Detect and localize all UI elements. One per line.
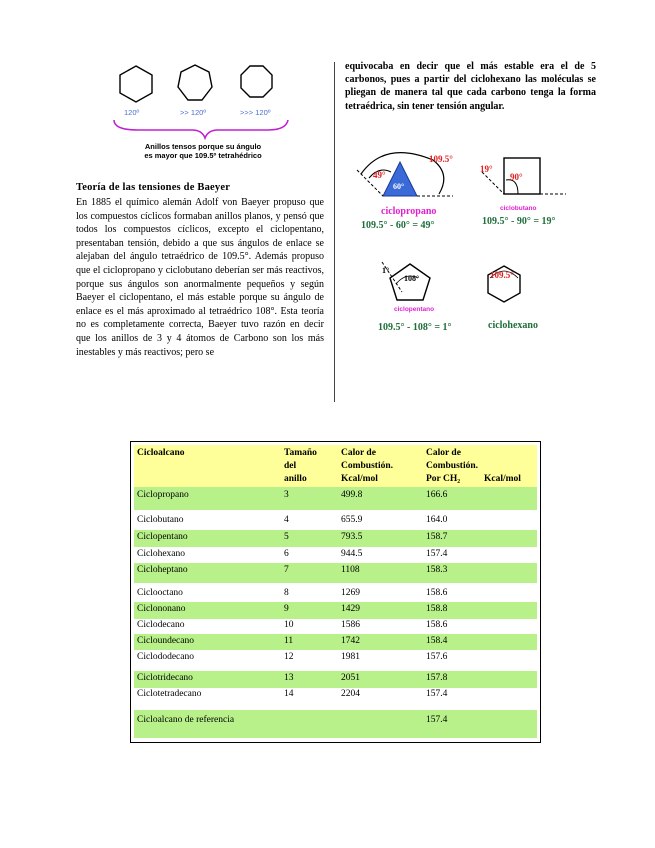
header-line: Calor de [341,448,376,458]
row-kcal: 1586 [341,620,360,630]
angle-label: 120º [124,108,140,117]
curly-brace [114,120,288,138]
cyclobutane-name: ciclobutano [500,205,537,212]
heptagon-shape [178,65,212,100]
table-row [134,513,537,530]
row-size: 14 [284,689,294,699]
row-name: Ciclohexano [137,549,186,559]
cyclopentane-diagram [360,256,475,336]
header-line: Tamaño [284,448,317,458]
table-row [134,619,537,634]
table-row [134,547,537,563]
row-name: Ciclopentano [137,532,188,542]
header-kcal: Kcal/mol [484,474,521,484]
body-paragraph: equivocaba en decir que el más estable era el de 5 carbonos, pues a partir del ciclohexano las moléculas se pliegan de manera tal que cada carbono tenga la forma tetraédrica, sin tener tensión angular. [345,61,596,112]
row-size: 11 [284,636,294,646]
body-paragraph: En 1885 el químico alemán Adolf von Baeyer propuso que los compuestos cíclicos formaban anillos planos, y pensó que todos los compuestos cíclicos, excepto el ciclopentano, presentaban tensión, debido a que sus ángulos de enlace se alejaban del ángulo tetraédrico de 109.5°. Además propuso que el ciclopropano y ciclobutano deberían ser más reactivos, porque sus ángulos son anormalmente pequeños y según Baeyer el ciclopentano, el más estable porque su ángulo de enlace es el más aproximado al tetraédrico 108°. Esta teoría no es completamente correcta, Baeyer tuvo razón en decir que los anillos de 3 y 4 átomos de Carbono son los más inestables y más reactivos; pero se [76,197,324,358]
row-per: 158.6 [426,620,448,630]
cyclobutane-calc: 109.5° - 90° = 19° [482,216,556,227]
hexagon-shape [120,66,152,102]
column-divider [334,62,335,402]
row-per: 158.7 [426,532,448,542]
row-name: Ciclobutano [137,515,184,525]
row-size: 5 [284,532,289,542]
row-kcal: 499.8 [341,490,363,500]
table-row [134,586,537,602]
row-size: 7 [284,565,289,575]
combustion-table [130,441,541,743]
angle-label: >> 120º [180,108,207,117]
row-name: Ciclotridecano [137,673,193,683]
section-title: Teoría de las tensiones de Baeyer [76,182,231,193]
cyclopropane-calc: 109.5° - 60° = 49° [361,220,435,231]
cyclopentane-name: ciclopentano [394,306,435,313]
dash-line [482,172,504,194]
angle-60-label: 60° [393,182,405,191]
row-size: 4 [284,515,289,525]
row-size: 13 [284,673,294,683]
table-row [134,634,537,650]
row-per: 157.4 [426,715,448,725]
table-row [134,487,537,510]
row-kcal: 1269 [341,588,360,598]
row-kcal: 1108 [341,565,360,575]
cyclohexane-diagram [476,262,576,342]
strained-rings-note [118,142,288,160]
cyclohexane-name: ciclohexano [488,320,538,331]
table-header-row [134,445,537,487]
header-line: anillo [284,474,307,484]
row-kcal: 793.5 [341,532,363,542]
row-name: Cicloheptano [137,565,188,575]
row-per: 158.4 [426,636,448,646]
row-name: Ciclotetradecano [137,689,202,699]
row-size: 3 [284,490,289,500]
note-line: es mayor que 109.5º tetrahédrico [144,151,262,160]
cyclopropane-name: ciclopropano [381,206,437,217]
header-line: Combustión. [341,461,393,471]
row-kcal: 1429 [341,604,360,614]
angle-49-label: 49° [373,170,386,180]
row-per: 166.6 [426,490,448,500]
row-per: 158.3 [426,565,448,575]
row-kcal: 655.9 [341,515,363,525]
row-name: Ciclodecano [137,620,185,630]
row-kcal: 2051 [341,673,360,683]
row-kcal: 944.5 [341,549,363,559]
row-size: 6 [284,549,289,559]
row-name: Ciclopropano [137,490,189,500]
right-text-column [345,60,596,113]
row-name: Cicloundecano [137,636,194,646]
angle-108-label: 108° [404,274,420,283]
row-per: 157.4 [426,549,448,559]
cyclobutane-diagram [476,150,596,240]
row-name: Ciclononano [137,604,186,614]
row-per: 158.8 [426,604,448,614]
angle-90-label: 90° [510,172,523,182]
angle-109-label: 109.5° [490,270,514,280]
header-size [284,447,317,486]
row-kcal: 1981 [341,652,360,662]
angle-label: >>> 120º [240,108,271,117]
row-per: 157.4 [426,689,448,699]
row-name: Ciclododecano [137,652,194,662]
angle-19-label: 19° [480,164,493,174]
header-heat-ch2 [426,447,536,486]
row-per: 158.6 [426,588,448,598]
octagon-shape [241,66,272,97]
row-size: 10 [284,620,294,630]
row-size: 12 [284,652,294,662]
row-name: Ciclooctano [137,588,183,598]
table-row [134,671,537,688]
table-row [134,563,537,583]
row-kcal: 1742 [341,636,360,646]
row-name: Cicloalcano de referencia [137,715,235,725]
header-line: del [284,461,297,471]
cyclopentane-calc: 109.5° - 108° = 1° [378,322,452,333]
header-per-ch2: Por CH₂ [426,474,461,484]
table-row [134,688,537,704]
note-line: Anillos tensos porque su ángulo [144,142,262,151]
row-kcal: 2204 [341,689,360,699]
angle-1-label: 1° [382,266,390,275]
row-per: 164.0 [426,515,448,525]
table-row [134,530,537,547]
row-per: 157.6 [426,652,448,662]
header-heat [341,447,393,486]
table-row [134,602,537,619]
header-line: Kcal/mol [341,474,378,484]
table-row [134,650,537,668]
left-text-column [76,182,324,359]
row-size: 9 [284,604,289,614]
header-cycloalkane: Cicloalcano [137,448,185,458]
table-row [134,710,537,738]
row-per: 157.8 [426,673,448,683]
cyclopropane-diagram [355,148,465,238]
header-line [426,473,536,486]
angle-109-label: 109.5° [429,154,453,164]
header-line: Combustión. [426,461,478,471]
header-line: Calor de [426,448,461,458]
row-size: 8 [284,588,289,598]
